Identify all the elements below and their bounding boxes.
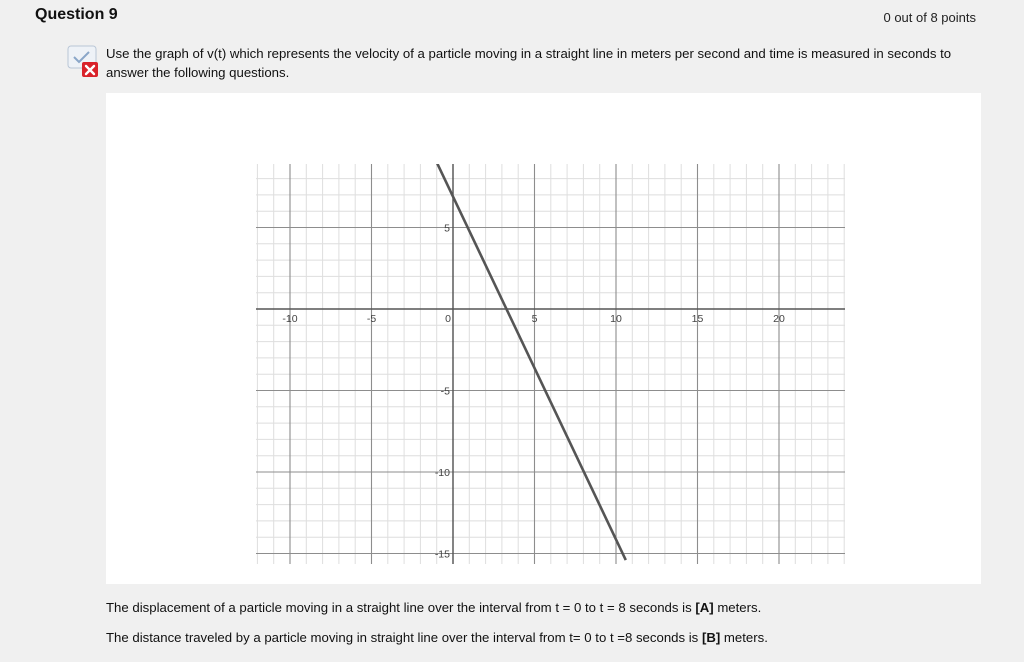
sub-question-b-text: The distance traveled by a particle moving in straight line over the interval from t= 0 to t =8 seconds is: [106, 630, 702, 645]
sub-question-a: [106, 600, 761, 615]
x-tick-label: -5: [366, 313, 377, 325]
sub-question-b-suffix: meters.: [720, 630, 768, 645]
graph-panel: [106, 93, 981, 584]
velocity-line: [434, 162, 626, 561]
sub-question-b: [106, 630, 768, 645]
y-tick-label: -10: [434, 467, 450, 479]
x-tick-label: 10: [610, 313, 622, 325]
y-tick-label: -5: [440, 385, 450, 398]
y-tick-label: 5: [444, 222, 450, 235]
velocity-graph: [106, 93, 981, 584]
question-prompt: Use the graph of v(t) which represents the velocity of a particle moving in a straight line in meters per second and time is measured in seconds to answer the following questions.: [106, 46, 952, 80]
x-tick-label: 20: [773, 313, 785, 325]
sub-question-a-suffix: meters.: [713, 600, 762, 615]
tick-labels: [282, 223, 785, 561]
sub-question-a-text: The displacement of a particle moving in a straight line over the interval from t = 0 to t = 8 seconds is: [106, 600, 696, 615]
x-tick-label: 5: [531, 313, 538, 325]
question-title: Question 9: [35, 6, 118, 23]
question-score: 0 out of 8 points: [883, 10, 976, 25]
question-header: [0, 0, 1024, 34]
x-tick-label: 15: [691, 313, 704, 325]
blank-a[interactable]: [A]: [695, 600, 714, 615]
y-tick-label: -15: [434, 548, 450, 561]
incorrect-x-icon: [66, 44, 102, 80]
x-tick-label: -10: [282, 313, 298, 325]
blank-b[interactable]: [B]: [701, 630, 721, 645]
grid-minor-lines: [256, 164, 845, 564]
status-icon: [66, 44, 102, 80]
x-tick-label: 0: [445, 313, 451, 325]
series-layer: [434, 162, 626, 561]
